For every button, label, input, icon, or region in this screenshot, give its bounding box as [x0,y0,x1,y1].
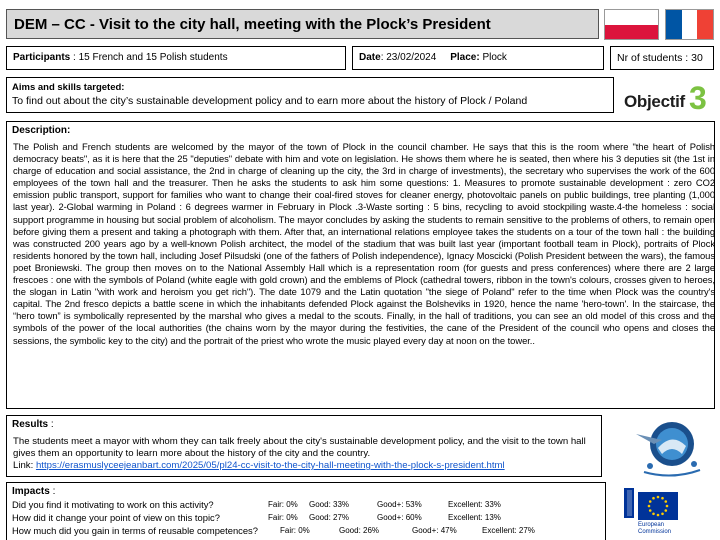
eu-line2: Commission [638,529,672,535]
description-box [6,121,715,409]
participants-box [6,46,346,70]
poland-flag-icon [604,9,659,40]
description-label: Description: [12,125,71,136]
eu-star-icon [661,497,664,500]
students-count-box [610,46,714,70]
impact-good: Good: 26% [339,526,380,535]
aims-text: To find out about the city’s sustainable development policy and to earn more about the history of Plock / Poland [12,95,528,107]
eu-line1: European [638,522,665,528]
impact-goodplus: Good+: 53% [377,500,422,509]
impact-goodplus: Good+: 47% [412,526,457,535]
aims-box [6,77,614,113]
eu-star-icon [657,514,660,517]
erasmus-emblem-icon [632,414,712,478]
eu-star-icon [649,500,652,503]
impacts-box [6,482,606,540]
impact-fair: Fair: 0% [280,526,310,535]
place-label: Place: [450,52,480,63]
impacts-title [12,486,55,497]
place-value: Plock [482,52,507,63]
date-label: Date [359,52,381,63]
date-value: : 23/02/2024 [380,52,437,63]
impact-goodplus: Good+: 60% [377,513,422,522]
students-count: Nr of students : 30 [617,52,703,64]
impacts-label: Impacts [12,486,50,497]
impact-excellent: Excellent: 27% [482,526,535,535]
eu-star-icon [661,512,664,515]
participants-value: : 15 French and 15 Polish students [73,52,228,63]
france-flag-icon [665,9,714,40]
eu-star-icon [664,500,667,503]
eu-star-icon [652,497,655,500]
results-box [6,415,602,477]
impacts-label-suffix: : [49,486,56,497]
impact-question: Did you find it motivating to work on this activity? [12,499,214,510]
logo-text: Objectif [624,92,685,111]
impact-good: Good: 33% [309,500,350,509]
impact-excellent: Excellent: 13% [448,513,501,522]
impact-good: Good: 27% [309,513,350,522]
impact-fair: Fair: 0% [268,500,298,509]
eu-star-icon [666,505,669,508]
aims-label: Aims and skills targeted: [12,82,125,93]
eu-star-icon [664,509,667,512]
participants-label: Participants [13,52,71,63]
objectif-3-logo [620,82,714,118]
eu-star-icon [649,509,652,512]
page-title: DEM – CC - Visit to the city hall, meeting with the Plock’s President [14,16,491,33]
title-bar [6,9,599,39]
link-label: Link: [13,460,36,471]
impact-question: How did it change your point of view on this topic? [12,512,220,523]
results-text [13,436,603,472]
eu-star-icon [648,505,651,508]
results-label: Results [12,419,49,430]
results-link[interactable]: https://erasmuslyceejeanbart.com/2025/05/pl24-cc-visit-to-the-city-hall-meeting-with-the-plock-s-president.html [35,460,505,471]
impact-question: How much did you gain in terms of reusable competences? [12,525,258,536]
impact-excellent: Excellent: 33% [448,500,501,509]
results-title [12,419,54,430]
description-text: The Polish and French students are welcomed by the mayor of the town of Plock in the council chamber. He says that this is the room where "the heart of Polish democracy beats", as it is here that the 25 "deputies" debate with him and vote on legislation. He shows them where he is seated, then where his 3 deputies sit (the 1st in charge of education and social assistance, the 2nd in charge of cleaning up the city, the 3rd in charge of investments), the secretary who supervises the work of the 600 employees of the town hall and the treasurer. Then he asks the students to ask him some questions: 1. Measures to promote sustainable development : zero CO2 emission public transport, support for families who want to change their coal-fired stoves for cleaner energy, photovoltaic panels on public buildings, tree planting (1,000 last year). 2-Global warming in Poland : 6 degrees warmer in February in Plock .3-Waste sorting : 5 bins, recycling to avoid stockpiling waste.4-the homeless : social support programme in housing but social problem of alcoholism. The mayor concludes by asking the students to remain sensitive to the problems of others, to remain open before giving them a present and taking a photograph with them. After that, an international relations employee takes the students on a tour of the town hall : the building was constructed 200 years ago by a well-known Polish architect, the model of the stadium that was built last year (important football team in Plock), portraits of Plock residents honored by the town hall, including Josef Pilsudski (one of the fathers of Polish independence), Ignacy Moscicki (Polish President between the wars), the famous poet Broniewski. The group then moves on to the National Assembly Hall which is a representation room (for guests and press conferences) where there are 2 large frescoes : one with the symbols of Poland (white eagle with gold crown) and the emblems of Plock (cathedral towers, ribbon in the town's colours, crosses given to heroes, the slogan in Latin "with work and heroism you get rich"). The date 1079 and the Latin quotation "the siege of Poland" refer to the time when Plock was the country's capital. The 2nd fresco depicts a battle scene in which the inhabitants defended Plock against the Bolsheviks in 1920, hence the name 'hero-town'. In the staircase, the “hero town” is symbolically represented by the marshal who gives a medal to the scouts. Finally, in the hall of traditions, you can see an old model of this cross and the symbols of the power of the local authorities (the chains worn by the mayor during the festivities, the cane of the President of the council who opens and closes the sessions, the symbolic key to the city) and the portrait of the priest who wrote the music played every day at noon on the tower.. [13,141,715,346]
results-label-suffix: : [48,419,54,430]
impact-fair: Fair: 0% [268,513,298,522]
european-commission-logo [624,488,716,538]
eu-star-icon [652,512,655,515]
results-body: The students meet a mayor with whom they can talk freely about the city's sustainable development policy, and the visit to the town hall gives them an opportunity to learn more about the history of the city and the country. [13,436,586,459]
eu-star-icon [657,496,660,499]
logo-number: 3 [689,80,707,116]
date-place-box [352,46,604,70]
